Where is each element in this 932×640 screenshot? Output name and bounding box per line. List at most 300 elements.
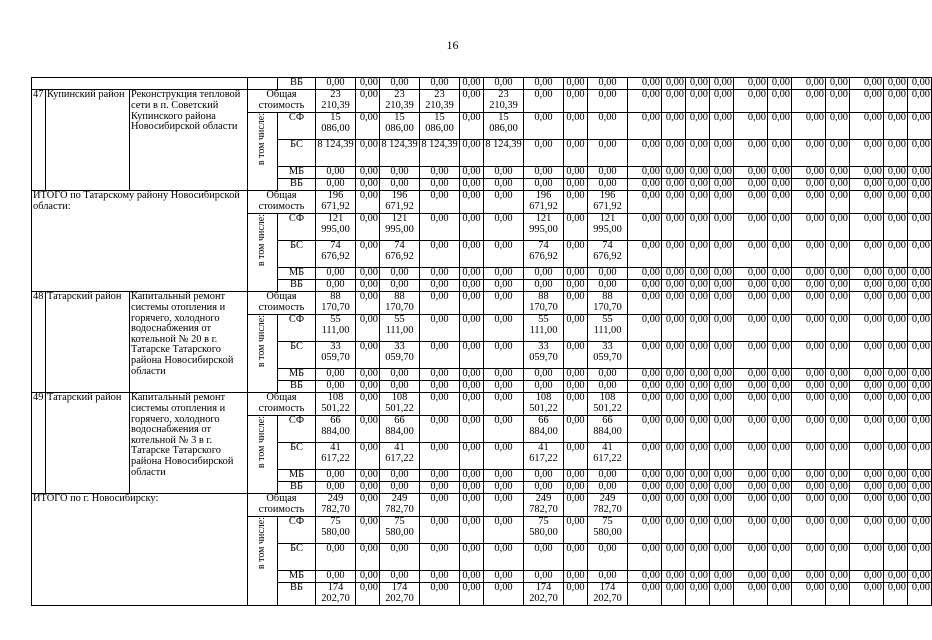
value-cell: 0,00 <box>826 442 850 469</box>
value-cell: 0,00 <box>734 139 768 166</box>
value-cell: 0,00 <box>792 179 826 191</box>
value-cell: 0,00 <box>564 442 588 469</box>
including-label-text: в том числе: <box>256 214 268 267</box>
value-cell: 0,00 <box>380 166 420 178</box>
value-cell: 0,00 <box>662 416 686 443</box>
value-cell: 33 059,70 <box>524 341 564 368</box>
value-cell: 0,00 <box>734 191 768 214</box>
value-cell: 121 995,00 <box>380 214 420 241</box>
value-cell: 0,00 <box>356 292 380 315</box>
value-cell: 0,00 <box>564 78 588 90</box>
value-cell: 0,00 <box>316 381 356 393</box>
value-cell: 0,00 <box>908 494 932 517</box>
value-cell: 0,00 <box>460 583 484 606</box>
value-cell: 174 202,70 <box>380 583 420 606</box>
value-cell: 0,00 <box>884 166 908 178</box>
value-cell: 0,00 <box>484 517 524 544</box>
value-cell: 0,00 <box>460 267 484 279</box>
value-cell: 0,00 <box>792 543 826 570</box>
value-cell: 0,00 <box>420 315 460 342</box>
value-cell: 0,00 <box>316 280 356 292</box>
value-cell: 0,00 <box>850 482 884 494</box>
value-cell: 0,00 <box>768 442 792 469</box>
value-cell: 0,00 <box>356 543 380 570</box>
value-cell: 0,00 <box>420 368 460 380</box>
value-cell: 0,00 <box>356 393 380 416</box>
value-cell: 0,00 <box>662 494 686 517</box>
value-cell: 0,00 <box>628 139 662 166</box>
value-cell: 0,00 <box>316 78 356 90</box>
value-cell: 0,00 <box>884 583 908 606</box>
value-cell: 174 202,70 <box>524 583 564 606</box>
including-label-text: в том числе: <box>256 113 268 166</box>
value-cell: 0,00 <box>850 191 884 214</box>
value-cell: 0,00 <box>850 179 884 191</box>
value-cell: 55 111,00 <box>524 315 564 342</box>
value-cell: 0,00 <box>460 442 484 469</box>
value-cell: 0,00 <box>628 469 662 481</box>
value-cell: 0,00 <box>850 517 884 544</box>
value-cell: 0,00 <box>710 292 734 315</box>
value-cell: 0,00 <box>588 113 628 140</box>
total-cost-label: Общая стоимость <box>248 292 316 315</box>
value-cell: 0,00 <box>826 292 850 315</box>
value-cell: 0,00 <box>588 78 628 90</box>
value-cell: 0,00 <box>710 583 734 606</box>
value-cell: 0,00 <box>662 267 686 279</box>
value-cell: 0,00 <box>884 393 908 416</box>
value-cell: 0,00 <box>686 583 710 606</box>
value-cell: 0,00 <box>420 543 460 570</box>
including-label <box>248 517 278 606</box>
value-cell: 0,00 <box>884 139 908 166</box>
value-cell: 0,00 <box>686 267 710 279</box>
value-cell: 0,00 <box>524 543 564 570</box>
value-cell: 0,00 <box>710 543 734 570</box>
value-cell: 0,00 <box>884 179 908 191</box>
value-cell: 0,00 <box>734 570 768 582</box>
value-cell: 0,00 <box>908 368 932 380</box>
value-cell: 0,00 <box>792 393 826 416</box>
value-cell: 0,00 <box>662 469 686 481</box>
value-cell: 0,00 <box>460 543 484 570</box>
value-cell: 0,00 <box>564 368 588 380</box>
value-cell: 0,00 <box>768 240 792 267</box>
value-cell: 0,00 <box>484 482 524 494</box>
value-cell: 249 782,70 <box>380 494 420 517</box>
value-cell: 0,00 <box>850 341 884 368</box>
value-cell: 0,00 <box>316 166 356 178</box>
value-cell: 0,00 <box>564 214 588 241</box>
source-code: ВБ <box>278 381 316 393</box>
including-label <box>248 315 278 393</box>
value-cell: 0,00 <box>420 494 460 517</box>
value-cell: 0,00 <box>588 482 628 494</box>
value-cell: 0,00 <box>768 341 792 368</box>
value-cell: 0,00 <box>524 570 564 582</box>
value-cell: 0,00 <box>420 517 460 544</box>
value-cell: 0,00 <box>380 267 420 279</box>
value-cell: 0,00 <box>588 90 628 113</box>
value-cell: 121 995,00 <box>316 214 356 241</box>
value-cell: 0,00 <box>628 416 662 443</box>
value-cell: 0,00 <box>850 315 884 342</box>
value-cell: 196 671,92 <box>524 191 564 214</box>
value-cell: 0,00 <box>484 494 524 517</box>
value-cell: 0,00 <box>792 482 826 494</box>
value-cell: 0,00 <box>710 469 734 481</box>
value-cell: 88 170,70 <box>524 292 564 315</box>
value-cell: 0,00 <box>564 570 588 582</box>
value-cell: 0,00 <box>662 368 686 380</box>
value-cell: 0,00 <box>662 139 686 166</box>
value-cell: 0,00 <box>356 267 380 279</box>
value-cell: 0,00 <box>564 240 588 267</box>
value-cell: 0,00 <box>792 469 826 481</box>
value-cell: 0,00 <box>734 315 768 342</box>
value-cell: 0,00 <box>628 482 662 494</box>
source-code: СФ <box>278 214 316 241</box>
value-cell: 121 995,00 <box>588 214 628 241</box>
item-number: 47 <box>32 90 46 191</box>
value-cell: 0,00 <box>884 494 908 517</box>
value-cell: 0,00 <box>662 393 686 416</box>
value-cell: 0,00 <box>908 139 932 166</box>
table-row <box>32 494 932 517</box>
value-cell: 0,00 <box>734 393 768 416</box>
value-cell: 0,00 <box>908 191 932 214</box>
value-cell: 0,00 <box>686 139 710 166</box>
including-label <box>248 113 278 191</box>
value-cell: 0,00 <box>420 442 460 469</box>
value-cell: 23 210,39 <box>484 90 524 113</box>
value-cell: 0,00 <box>564 139 588 166</box>
value-cell: 0,00 <box>564 341 588 368</box>
value-cell: 0,00 <box>484 240 524 267</box>
value-cell: 0,00 <box>768 166 792 178</box>
value-cell: 0,00 <box>380 280 420 292</box>
value-cell: 0,00 <box>768 78 792 90</box>
value-cell: 0,00 <box>460 393 484 416</box>
value-cell: 0,00 <box>792 78 826 90</box>
value-cell: 0,00 <box>484 191 524 214</box>
value-cell: 0,00 <box>484 78 524 90</box>
value-cell: 0,00 <box>710 78 734 90</box>
value-cell: 0,00 <box>768 267 792 279</box>
value-cell: 0,00 <box>484 416 524 443</box>
value-cell: 0,00 <box>686 179 710 191</box>
value-cell: 0,00 <box>356 139 380 166</box>
value-cell: 0,00 <box>356 583 380 606</box>
value-cell: 249 782,70 <box>316 494 356 517</box>
value-cell: 0,00 <box>460 179 484 191</box>
value-cell: 0,00 <box>564 543 588 570</box>
value-cell: 0,00 <box>460 517 484 544</box>
value-cell: 0,00 <box>686 442 710 469</box>
value-cell: 0,00 <box>826 416 850 443</box>
value-cell: 0,00 <box>850 214 884 241</box>
value-cell: 0,00 <box>356 517 380 544</box>
blank-cell <box>32 78 248 90</box>
value-cell: 0,00 <box>484 315 524 342</box>
value-cell: 0,00 <box>884 90 908 113</box>
value-cell: 0,00 <box>420 381 460 393</box>
value-cell: 0,00 <box>564 113 588 140</box>
value-cell: 0,00 <box>356 341 380 368</box>
value-cell: 0,00 <box>628 90 662 113</box>
value-cell: 0,00 <box>792 280 826 292</box>
object-description: Капитальный ремонт системы отопления и горячего, холодного водоснабжения от котельной № 20 в г. Татарске Татарского района Новосибирской области <box>130 292 248 393</box>
value-cell: 0,00 <box>564 517 588 544</box>
value-cell: 0,00 <box>826 570 850 582</box>
value-cell: 0,00 <box>628 315 662 342</box>
value-cell: 0,00 <box>564 393 588 416</box>
value-cell: 8 124,39 <box>316 139 356 166</box>
value-cell: 0,00 <box>768 517 792 544</box>
value-cell: 0,00 <box>908 90 932 113</box>
value-cell: 55 111,00 <box>316 315 356 342</box>
item-number: 48 <box>32 292 46 393</box>
value-cell: 0,00 <box>734 381 768 393</box>
value-cell: 0,00 <box>524 469 564 481</box>
value-cell: 0,00 <box>908 267 932 279</box>
value-cell: 0,00 <box>564 179 588 191</box>
value-cell: 0,00 <box>710 416 734 443</box>
value-cell: 0,00 <box>662 341 686 368</box>
total-cost-label: Общая стоимость <box>248 494 316 517</box>
including-label <box>248 416 278 494</box>
value-cell: 0,00 <box>662 240 686 267</box>
value-cell: 0,00 <box>662 113 686 140</box>
value-cell: 0,00 <box>710 482 734 494</box>
value-cell: 0,00 <box>908 166 932 178</box>
source-code: СФ <box>278 113 316 140</box>
value-cell: 0,00 <box>460 494 484 517</box>
value-cell: 108 501,22 <box>524 393 564 416</box>
value-cell: 0,00 <box>850 583 884 606</box>
value-cell: 0,00 <box>564 583 588 606</box>
value-cell: 0,00 <box>792 90 826 113</box>
value-cell: 0,00 <box>734 368 768 380</box>
value-cell: 0,00 <box>460 78 484 90</box>
value-cell: 0,00 <box>628 381 662 393</box>
value-cell: 0,00 <box>686 113 710 140</box>
value-cell: 0,00 <box>710 442 734 469</box>
value-cell: 249 782,70 <box>524 494 564 517</box>
value-cell: 0,00 <box>908 482 932 494</box>
value-cell: 0,00 <box>662 570 686 582</box>
value-cell: 0,00 <box>792 214 826 241</box>
value-cell: 0,00 <box>710 517 734 544</box>
value-cell: 0,00 <box>628 191 662 214</box>
value-cell: 41 617,22 <box>380 442 420 469</box>
value-cell: 0,00 <box>356 78 380 90</box>
value-cell: 0,00 <box>460 214 484 241</box>
value-cell: 0,00 <box>826 494 850 517</box>
value-cell: 0,00 <box>628 368 662 380</box>
value-cell: 74 676,92 <box>524 240 564 267</box>
source-code: СФ <box>278 416 316 443</box>
value-cell: 0,00 <box>380 543 420 570</box>
value-cell: 0,00 <box>768 113 792 140</box>
value-cell: 0,00 <box>420 267 460 279</box>
value-cell: 0,00 <box>662 214 686 241</box>
value-cell: 0,00 <box>686 214 710 241</box>
value-cell: 0,00 <box>628 113 662 140</box>
source-code: БС <box>278 442 316 469</box>
value-cell: 0,00 <box>460 139 484 166</box>
value-cell: 0,00 <box>768 315 792 342</box>
value-cell: 0,00 <box>524 267 564 279</box>
source-code: БС <box>278 139 316 166</box>
table-row <box>32 90 932 113</box>
value-cell: 0,00 <box>524 280 564 292</box>
value-cell: 0,00 <box>662 543 686 570</box>
value-cell: 88 170,70 <box>316 292 356 315</box>
value-cell: 0,00 <box>850 469 884 481</box>
value-cell: 0,00 <box>628 292 662 315</box>
value-cell: 0,00 <box>686 78 710 90</box>
value-cell: 0,00 <box>564 292 588 315</box>
value-cell: 0,00 <box>588 543 628 570</box>
value-cell: 0,00 <box>662 482 686 494</box>
value-cell: 0,00 <box>460 90 484 113</box>
budget-table <box>31 77 932 606</box>
value-cell: 0,00 <box>564 166 588 178</box>
value-cell: 0,00 <box>686 393 710 416</box>
table-row <box>32 191 932 214</box>
value-cell: 66 884,00 <box>316 416 356 443</box>
value-cell: 33 059,70 <box>380 341 420 368</box>
value-cell: 0,00 <box>420 570 460 582</box>
value-cell: 0,00 <box>628 78 662 90</box>
value-cell: 0,00 <box>908 280 932 292</box>
value-cell: 0,00 <box>460 113 484 140</box>
value-cell: 0,00 <box>850 113 884 140</box>
value-cell: 0,00 <box>792 191 826 214</box>
value-cell: 0,00 <box>710 139 734 166</box>
value-cell: 0,00 <box>734 78 768 90</box>
district-name: Татарский район <box>46 393 130 494</box>
value-cell: 0,00 <box>628 240 662 267</box>
value-cell: 0,00 <box>686 482 710 494</box>
value-cell: 0,00 <box>734 341 768 368</box>
object-description: Реконструкция тепловой сети в п. Советский Купинского района Новосибирской области <box>130 90 248 191</box>
value-cell: 0,00 <box>380 179 420 191</box>
page-number: 16 <box>446 38 459 52</box>
value-cell: 0,00 <box>850 416 884 443</box>
value-cell: 0,00 <box>460 191 484 214</box>
value-cell: 0,00 <box>850 90 884 113</box>
value-cell: 0,00 <box>588 469 628 481</box>
value-cell: 0,00 <box>908 113 932 140</box>
value-cell: 0,00 <box>710 381 734 393</box>
value-cell: 0,00 <box>850 494 884 517</box>
value-cell: 0,00 <box>768 214 792 241</box>
value-cell: 0,00 <box>826 517 850 544</box>
value-cell: 196 671,92 <box>588 191 628 214</box>
value-cell: 41 617,22 <box>524 442 564 469</box>
value-cell: 0,00 <box>316 570 356 582</box>
total-cost-label: Общая стоимость <box>248 90 316 113</box>
value-cell: 0,00 <box>850 166 884 178</box>
value-cell: 0,00 <box>686 341 710 368</box>
value-cell: 0,00 <box>686 416 710 443</box>
source-code: БС <box>278 341 316 368</box>
value-cell: 55 111,00 <box>380 315 420 342</box>
value-cell: 0,00 <box>460 315 484 342</box>
value-cell: 0,00 <box>826 341 850 368</box>
value-cell: 0,00 <box>710 166 734 178</box>
value-cell: 0,00 <box>662 315 686 342</box>
value-cell: 0,00 <box>884 482 908 494</box>
value-cell: 0,00 <box>380 469 420 481</box>
value-cell: 0,00 <box>710 214 734 241</box>
value-cell: 249 782,70 <box>588 494 628 517</box>
value-cell: 0,00 <box>826 78 850 90</box>
value-cell: 0,00 <box>460 469 484 481</box>
value-cell: 0,00 <box>524 368 564 380</box>
value-cell: 0,00 <box>420 78 460 90</box>
value-cell: 0,00 <box>316 482 356 494</box>
value-cell: 33 059,70 <box>588 341 628 368</box>
value-cell: 0,00 <box>850 570 884 582</box>
value-cell: 0,00 <box>588 570 628 582</box>
source-code: МБ <box>278 469 316 481</box>
value-cell: 0,00 <box>628 543 662 570</box>
value-cell: 0,00 <box>710 570 734 582</box>
source-code: МБ <box>278 368 316 380</box>
value-cell: 88 170,70 <box>588 292 628 315</box>
value-cell: 0,00 <box>484 381 524 393</box>
value-cell: 0,00 <box>484 292 524 315</box>
value-cell: 0,00 <box>356 368 380 380</box>
value-cell: 0,00 <box>710 90 734 113</box>
value-cell: 0,00 <box>628 494 662 517</box>
value-cell: 0,00 <box>826 393 850 416</box>
value-cell: 0,00 <box>734 482 768 494</box>
value-cell: 0,00 <box>768 583 792 606</box>
including-label-text: в том числе: <box>256 517 268 570</box>
value-cell: 0,00 <box>768 179 792 191</box>
value-cell: 0,00 <box>316 179 356 191</box>
value-cell: 55 111,00 <box>588 315 628 342</box>
summary-label: ИТОГО по Татарскому району Новосибирской области: <box>32 191 248 292</box>
value-cell: 0,00 <box>850 292 884 315</box>
value-cell: 0,00 <box>356 469 380 481</box>
value-cell: 0,00 <box>564 280 588 292</box>
value-cell: 0,00 <box>316 543 356 570</box>
source-code: ВБ <box>278 583 316 606</box>
value-cell: 0,00 <box>884 442 908 469</box>
value-cell: 0,00 <box>768 494 792 517</box>
value-cell: 0,00 <box>826 368 850 380</box>
value-cell: 0,00 <box>768 416 792 443</box>
value-cell: 0,00 <box>628 267 662 279</box>
value-cell: 0,00 <box>768 90 792 113</box>
source-code: ВБ <box>278 179 316 191</box>
value-cell: 0,00 <box>564 416 588 443</box>
value-cell: 0,00 <box>380 482 420 494</box>
value-cell: 0,00 <box>662 292 686 315</box>
value-cell: 0,00 <box>884 570 908 582</box>
value-cell: 0,00 <box>628 341 662 368</box>
value-cell: 0,00 <box>826 90 850 113</box>
value-cell: 0,00 <box>826 280 850 292</box>
value-cell: 0,00 <box>484 179 524 191</box>
value-cell: 0,00 <box>734 469 768 481</box>
value-cell: 0,00 <box>686 280 710 292</box>
